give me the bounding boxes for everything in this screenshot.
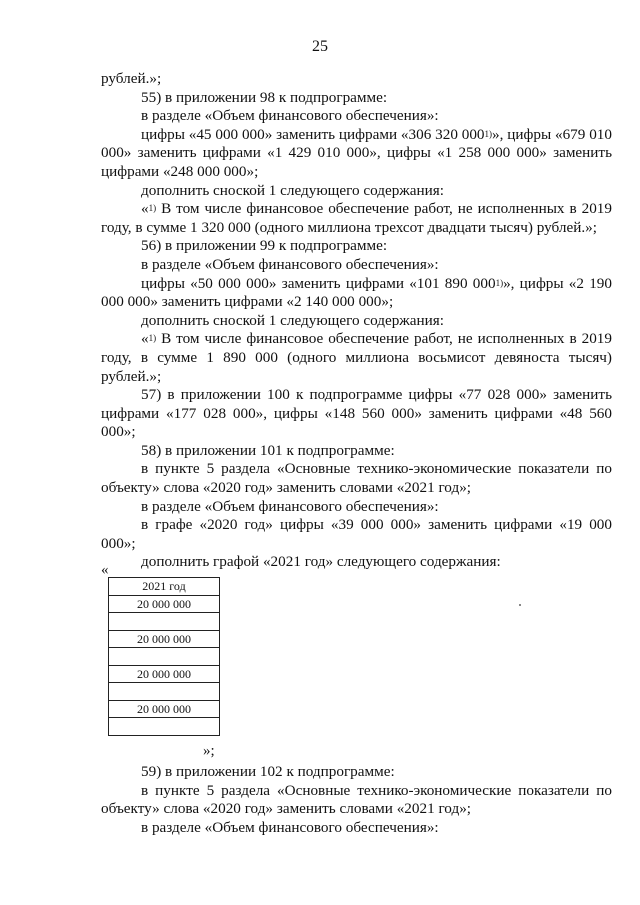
paragraph: в разделе «Объем финансового обеспечения»: bbox=[141, 255, 439, 273]
footnote-mark: 1) bbox=[148, 203, 157, 214]
paragraph-text: В том числе финансовое обеспечение работ, не исполненных в 2019 году, в сумме 1 320 000 (одного миллиона трехсот двадцати тысяч) рублей.»; bbox=[101, 200, 612, 236]
paragraph: 55) в приложении 98 к подпрограмме: bbox=[141, 88, 388, 106]
table-cell: 20 000 000 bbox=[109, 665, 220, 683]
paragraph bbox=[101, 200, 612, 237]
paragraph: 58) в приложении 101 к подпрограмме: bbox=[141, 441, 395, 459]
closing-quote: »; bbox=[203, 743, 215, 759]
page-number: 25 bbox=[312, 38, 328, 55]
paragraph: дополнить графой «2021 год» следующего содержания: bbox=[141, 553, 501, 571]
paragraph: в графе «2020 год» цифры «39 000 000» заменить цифрами «19 000 000»; bbox=[101, 516, 612, 552]
paragraph: в разделе «Объем финансового обеспечения»: bbox=[141, 818, 439, 836]
inserted-table bbox=[108, 577, 220, 736]
table-cell: 20 000 000 bbox=[109, 595, 220, 613]
paragraph: дополнить сноской 1 следующего содержания: bbox=[141, 311, 444, 329]
table-cell bbox=[109, 648, 220, 666]
table-header-cell: 2021 год bbox=[109, 578, 220, 596]
paragraph: дополнить сноской 1 следующего содержания: bbox=[141, 181, 444, 199]
footnote-mark: 1) bbox=[148, 333, 157, 344]
paragraph: в разделе «Объем финансового обеспечения»: bbox=[141, 107, 439, 125]
paragraph bbox=[101, 275, 612, 312]
paragraph-text: « bbox=[141, 330, 149, 348]
paragraph: 56) в приложении 99 к подпрограмме: bbox=[141, 237, 388, 255]
document-body-bottom bbox=[101, 763, 612, 837]
scan-speck bbox=[519, 604, 521, 606]
footnote-mark: 1) bbox=[495, 277, 504, 288]
table-cell bbox=[109, 613, 220, 631]
paragraph: 59) в приложении 102 к подпрограмме: bbox=[141, 763, 395, 780]
paragraph-text: », цифры «679 010 000» заменить цифрами «1 429 010 000», цифры «1 258 000 000» заменить цифрами «248 000 000»; bbox=[101, 125, 612, 180]
paragraph bbox=[101, 330, 612, 386]
paragraph-text: цифры «45 000 000» заменить цифрами «306 320 000 bbox=[141, 125, 485, 143]
opening-quote: « bbox=[101, 562, 109, 578]
paragraph-text: цифры «50 000 000» заменить цифрами «101 890 000 bbox=[141, 274, 496, 292]
paragraph: в пункте 5 раздела «Основные технико-экономические показатели по объекту» слова «2020 год» заменить словами «2021 год»; bbox=[101, 460, 612, 497]
table-cell bbox=[109, 683, 220, 701]
table-cell: 20 000 000 bbox=[109, 630, 220, 648]
footnote-mark: 1) bbox=[484, 128, 493, 139]
table-cell: 20 000 000 bbox=[109, 700, 220, 718]
paragraph: рублей.»; bbox=[101, 70, 162, 87]
paragraph-text: », цифры «2 190 000 000» заменить цифрами «2 140 000 000»; bbox=[101, 274, 612, 311]
table-cell bbox=[109, 718, 220, 736]
paragraph: в разделе «Объем финансового обеспечения»: bbox=[141, 497, 439, 515]
document-body-top bbox=[101, 70, 612, 572]
paragraph: в пункте 5 раздела «Основные технико-экономические показатели по объекту» слова «2020 год» заменить словами «2021 год»; bbox=[101, 781, 612, 818]
paragraph-text: В том числе финансовое обеспечение работ, не исполненных в 2019 году, в сумме 1 890 000 (одного миллиона восьмисот девяноста тысяч) рублей.»; bbox=[101, 330, 612, 385]
paragraph-text: « bbox=[141, 200, 149, 218]
paragraph bbox=[101, 126, 612, 182]
paragraph: 57) в приложении 100 к подпрограмме цифры «77 028 000» заменить цифрами «177 028 000», цифры «148 560 000» заменить цифрами «48 560 000»; bbox=[101, 386, 612, 441]
